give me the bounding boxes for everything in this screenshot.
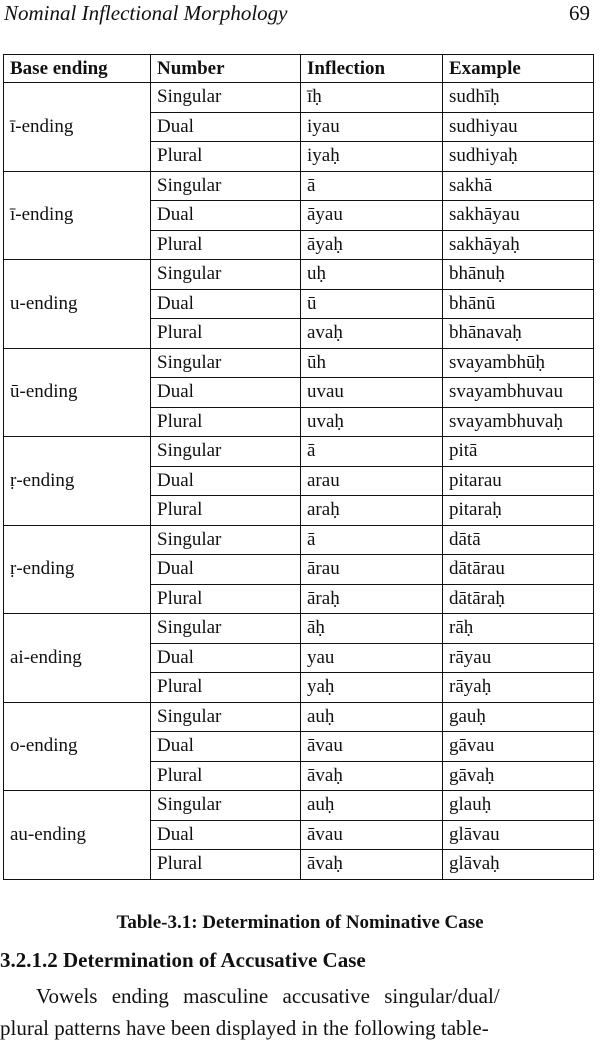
- header-base-ending: Base ending: [4, 55, 151, 83]
- number-cell: Dual: [151, 289, 301, 319]
- inflection-cell: āḥ: [301, 614, 443, 644]
- table-caption: Table-3.1: Determination of Nominative Case: [116, 912, 484, 933]
- number-cell: Plural: [151, 761, 301, 791]
- example-cell: rāḥ: [443, 614, 594, 644]
- inflection-cell: araḥ: [301, 496, 443, 526]
- number-cell: Singular: [151, 83, 301, 113]
- example-cell: glāvaḥ: [443, 850, 594, 880]
- table-header-row: [4, 55, 594, 83]
- number-cell: Dual: [151, 555, 301, 585]
- inflection-cell: ūh: [301, 348, 443, 378]
- example-cell: glāvau: [443, 820, 594, 850]
- inflection-cell: arau: [301, 466, 443, 496]
- base-ending-cell: ū-ending: [4, 348, 151, 437]
- inflection-cell: uḥ: [301, 260, 443, 290]
- paragraph-line: Vowels ending masculine accusative singular/dual/: [36, 984, 500, 1008]
- inflection-cell: āvau: [301, 820, 443, 850]
- base-ending-cell: o-ending: [4, 702, 151, 791]
- base-ending-cell: ai-ending: [4, 614, 151, 703]
- example-cell: pitā: [443, 437, 594, 467]
- inflection-cell: yaḥ: [301, 673, 443, 703]
- number-cell: Singular: [151, 791, 301, 821]
- paragraph-line: plural patterns have been displayed in the following table-: [0, 1016, 489, 1040]
- example-cell: sakhāyaḥ: [443, 230, 594, 260]
- base-ending-cell: ṛ-ending: [4, 525, 151, 614]
- inflection-cell: ā: [301, 525, 443, 555]
- example-cell: svayambhūḥ: [443, 348, 594, 378]
- inflection-table: [3, 54, 594, 880]
- inflection-cell: āyaḥ: [301, 230, 443, 260]
- example-cell: gauḥ: [443, 702, 594, 732]
- example-cell: sakhā: [443, 171, 594, 201]
- example-cell: svayambhuvaḥ: [443, 407, 594, 437]
- table-row: [4, 348, 594, 378]
- inflection-cell: āvaḥ: [301, 850, 443, 880]
- example-cell: svayambhuvau: [443, 378, 594, 408]
- number-cell: Dual: [151, 201, 301, 231]
- inflection-cell: ā: [301, 171, 443, 201]
- table-row: [4, 171, 594, 201]
- base-ending-cell: u-ending: [4, 260, 151, 349]
- inflection-cell: āyau: [301, 201, 443, 231]
- table-row: [4, 614, 594, 644]
- inflection-cell: avaḥ: [301, 319, 443, 349]
- table-row: [4, 437, 594, 467]
- number-cell: Dual: [151, 112, 301, 142]
- header-inflection: Inflection: [301, 55, 443, 83]
- number-cell: Singular: [151, 171, 301, 201]
- inflection-cell: auḥ: [301, 791, 443, 821]
- example-cell: gāvau: [443, 732, 594, 762]
- base-ending-cell: ṛ-ending: [4, 437, 151, 526]
- number-cell: Dual: [151, 466, 301, 496]
- inflection-cell: āraḥ: [301, 584, 443, 614]
- number-cell: Plural: [151, 407, 301, 437]
- inflection-cell: ū: [301, 289, 443, 319]
- running-head: [4, 0, 596, 30]
- number-cell: Plural: [151, 319, 301, 349]
- example-cell: dātāraḥ: [443, 584, 594, 614]
- header-example: Example: [443, 55, 594, 83]
- example-cell: pitaraḥ: [443, 496, 594, 526]
- example-cell: sudhiyaḥ: [443, 142, 594, 172]
- table-row: [4, 83, 594, 113]
- inflection-cell: uvaḥ: [301, 407, 443, 437]
- number-cell: Dual: [151, 820, 301, 850]
- example-cell: glauḥ: [443, 791, 594, 821]
- table-row: [4, 260, 594, 290]
- inflection-cell: ā: [301, 437, 443, 467]
- inflection-cell: ārau: [301, 555, 443, 585]
- number-cell: Singular: [151, 702, 301, 732]
- example-cell: sudhīḥ: [443, 83, 594, 113]
- table-row: [4, 702, 594, 732]
- body-paragraph: [0, 980, 598, 1044]
- example-cell: bhānavaḥ: [443, 319, 594, 349]
- number-cell: Singular: [151, 348, 301, 378]
- table-body: [4, 83, 594, 880]
- number-cell: Plural: [151, 673, 301, 703]
- number-cell: Singular: [151, 614, 301, 644]
- header-number: Number: [151, 55, 301, 83]
- example-cell: bhānuḥ: [443, 260, 594, 290]
- inflection-cell: īḥ: [301, 83, 443, 113]
- section-heading: 3.2.1.2 Determination of Accusative Case: [0, 948, 366, 972]
- example-cell: gāvaḥ: [443, 761, 594, 791]
- base-ending-cell: ī-ending: [4, 83, 151, 172]
- inflection-cell: uvau: [301, 378, 443, 408]
- inflection-cell: iyaḥ: [301, 142, 443, 172]
- number-cell: Dual: [151, 643, 301, 673]
- number-cell: Dual: [151, 732, 301, 762]
- number-cell: Singular: [151, 437, 301, 467]
- number-cell: Plural: [151, 142, 301, 172]
- number-cell: Plural: [151, 230, 301, 260]
- table-row: [4, 525, 594, 555]
- example-cell: sudhiyau: [443, 112, 594, 142]
- number-cell: Dual: [151, 378, 301, 408]
- example-cell: bhānū: [443, 289, 594, 319]
- table-row: [4, 791, 594, 821]
- inflection-cell: yau: [301, 643, 443, 673]
- number-cell: Plural: [151, 850, 301, 880]
- example-cell: rāyau: [443, 643, 594, 673]
- number-cell: Singular: [151, 525, 301, 555]
- inflection-cell: āvaḥ: [301, 761, 443, 791]
- example-cell: dātārau: [443, 555, 594, 585]
- number-cell: Singular: [151, 260, 301, 290]
- example-cell: pitarau: [443, 466, 594, 496]
- page-number: 69: [569, 1, 590, 25]
- inflection-cell: iyau: [301, 112, 443, 142]
- inflection-cell: auḥ: [301, 702, 443, 732]
- base-ending-cell: au-ending: [4, 791, 151, 880]
- running-head-title: Nominal Inflectional Morphology: [4, 1, 288, 25]
- base-ending-cell: ī-ending: [4, 171, 151, 260]
- number-cell: Plural: [151, 584, 301, 614]
- example-cell: sakhāyau: [443, 201, 594, 231]
- inflection-cell: āvau: [301, 732, 443, 762]
- number-cell: Plural: [151, 496, 301, 526]
- example-cell: dātā: [443, 525, 594, 555]
- example-cell: rāyaḥ: [443, 673, 594, 703]
